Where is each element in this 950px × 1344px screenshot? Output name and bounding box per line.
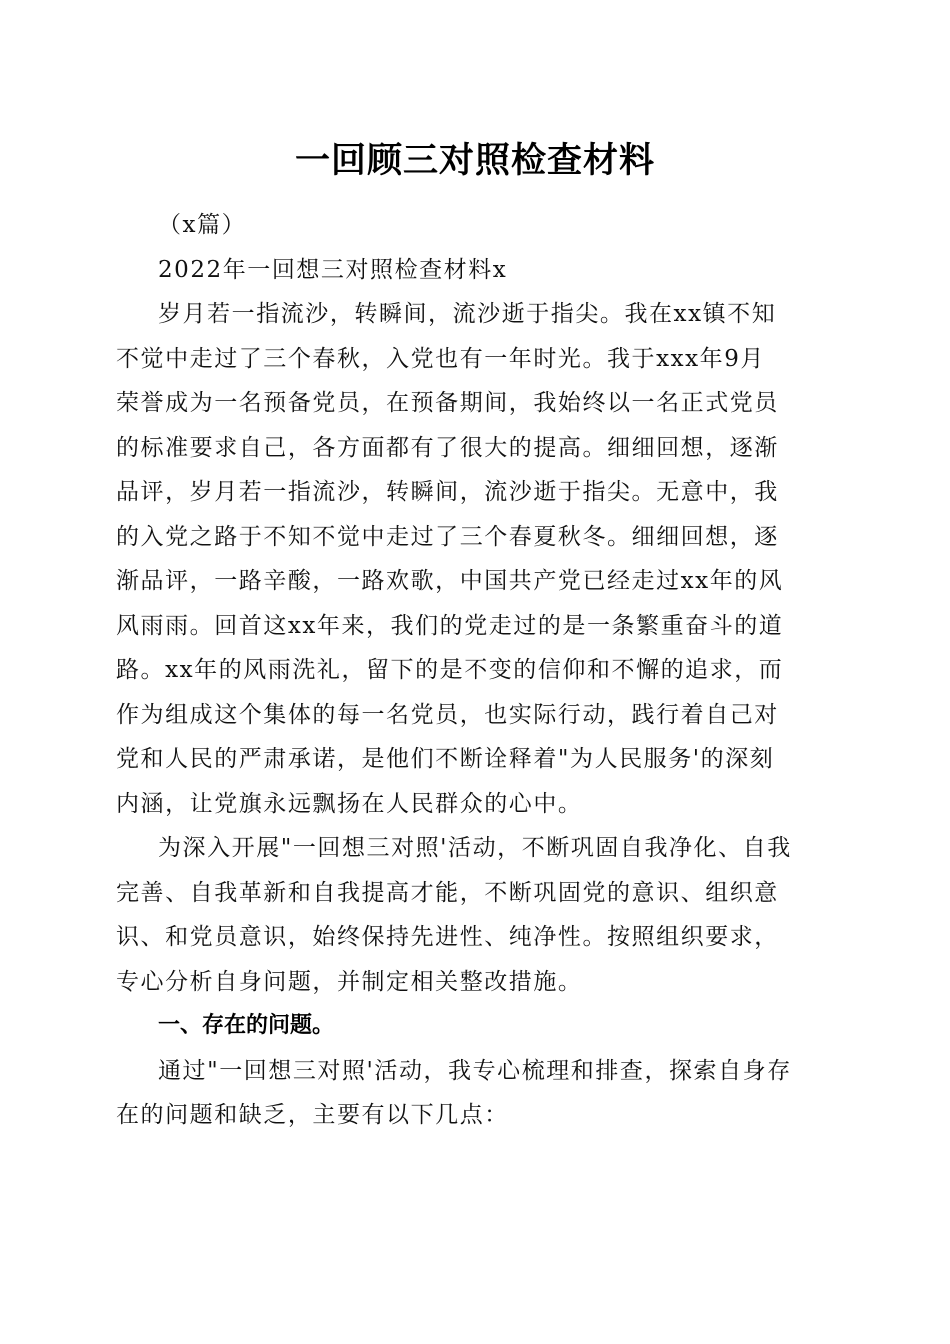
paragraph-line: 在的问题和缺乏，主要有以下几点：: [116, 1102, 509, 1128]
document-title: 一回顾三对照检查材料: [294, 140, 655, 181]
subtitle-note-text: （x篇）: [158, 212, 247, 238]
paragraph-line: 作为组成这个集体的每一名党员，也实际行动，践行着自己对: [116, 701, 779, 728]
paragraph-line: 通过"一回想三对照'活动，我专心梳理和排查，探索自身存: [158, 1057, 792, 1084]
closing-paragraph: [116, 1049, 824, 1138]
paragraph-1: [116, 292, 824, 826]
paragraph-line: 风雨雨。回首这xx年来，我们的党走过的是一条繁重奋斗的道: [116, 612, 784, 639]
paragraph-line: 路。xx年的风雨洗礼，留下的是不变的信仰和不懈的追求，而: [116, 657, 784, 683]
paragraph-line: 内涵，让党旗永远飘扬在人民群众的心中。: [116, 790, 583, 817]
paragraph-line: 专心分析自身问题，并制定相关整改措施。: [116, 968, 583, 995]
paragraph-line: 为深入开展"一回想三对照'活动，不断巩固自我净化、自我: [158, 835, 792, 861]
paragraph-line: 不觉中走过了三个春秋，入党也有一年时光。我于xxx年9月: [116, 345, 765, 372]
paragraph-line: 的入党之路于不知不觉中走过了三个春夏秋冬。细细回想，逐: [116, 523, 779, 550]
paragraph-line: 完善、自我革新和自我提高才能，不断巩固党的意识、组织意: [116, 879, 779, 906]
section-heading: 一、存在的问题。: [158, 1013, 335, 1038]
paragraph-line: 的标准要求自己，各方面都有了很大的提高。细细回想，逐渐: [116, 434, 779, 461]
paragraph-line: 识、和党员意识，始终保持先进性、纯净性。按照组织要求，: [116, 924, 779, 950]
doc-heading: [116, 248, 824, 293]
paragraph-line: 党和人民的严肃承诺，是他们不断诠释着"为人民服务'的深刻: [116, 746, 775, 772]
doc-heading-text: 2022年一回想三对照检查材料x: [158, 256, 508, 283]
paragraph-line: 渐品评，一路辛酸，一路欢歌，中国共产党已经走过xx年的风: [116, 568, 784, 594]
paragraph-line: 岁月若一指流沙，转瞬间，流沙逝于指尖。我在xx镇不知: [158, 301, 777, 327]
document-body: [116, 203, 824, 1138]
subtitle-note: [116, 203, 824, 248]
paragraph-line: 荣誉成为一名预备党员，在预备期间，我始终以一名正式党员: [116, 390, 779, 416]
paragraph-line: 品评，岁月若一指流沙，转瞬间，流沙逝于指尖。无意中，我: [116, 479, 779, 505]
paragraph-2: [116, 826, 824, 1004]
